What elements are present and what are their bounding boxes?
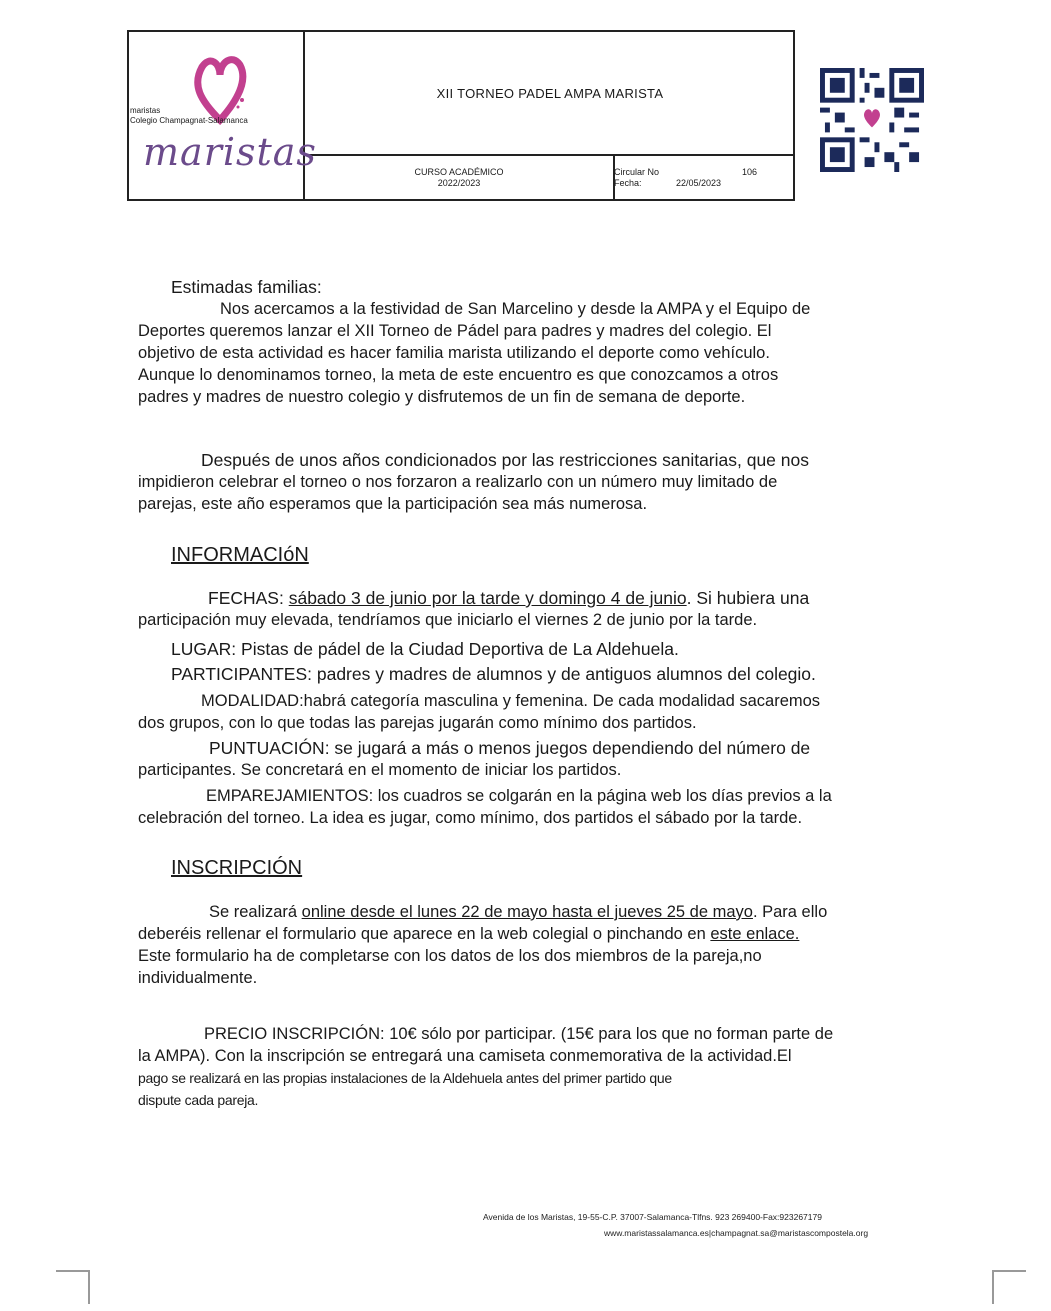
info-modalidad: MODALIDAD:habrá categoría masculina y femenina. De cada modalidad sacaremos dos grupos, con lo que todas las parejas jugarán como mínimo dos partidos.	[138, 692, 821, 732]
info-participantes: PARTICIPANTES: padres y madres de alumnos y de antiguos alumnos del colegio.	[171, 664, 816, 684]
footer-web: www.maristassalamanca.es|champagnat.sa@maristascompostela.org	[604, 1228, 869, 1238]
fechas-dates: sábado 3 de junio por la tarde y domingo 4 de junio	[288, 588, 687, 608]
info-lugar: LUGAR: Pistas de pádel de la Ciudad Deportiva de La Aldehuela.	[171, 639, 679, 659]
footer-address: Avenida de los Maristas, 19-55-C.P. 37007-Salamanca-Tlfns. 923 269400-Fax:923267179	[483, 1212, 822, 1222]
registration-dates: online desde el lunes 22 de mayo hasta el jueves 25 de mayo	[301, 903, 753, 921]
section-heading-informacion: INFORMACIóN	[171, 544, 309, 566]
qr-code-icon	[820, 68, 924, 172]
info-emparejamientos: EMPAREJAMIENTOS: los cuadros se colgarán en la página web los días previos a la celebración del torneo. La idea es jugar, como mínimo, dos partidos el sábado por la tarde.	[138, 787, 832, 827]
crop-corner-right	[992, 1270, 1026, 1304]
inscripcion-paragraph: Se realizará online desde el lunes 22 de mayo hasta el jueves 25 de mayo. Para ello deberéis rellenar el formulario que aparece en la web colegial o pinchando en este enlace. Este formulario ha de completarse con los datos de los dos miembros de la pareja,no individualmente.	[138, 903, 828, 987]
greeting: Estimadas familias:	[171, 277, 322, 297]
date-value: 22/05/2023	[676, 178, 722, 188]
intro-paragraph-2: Después de unos años condicionados por las restricciones sanitarias, que nos impidieron celebrar el torneo o nos forzaron a realizarlo con un número muy limitado de parejas, este año esperamos que la participación sea más numerosa.	[138, 450, 809, 513]
circular-number: 106	[742, 167, 758, 177]
precio-paragraph: PRECIO INSCRIPCIÓN: 10€ sólo por participar. (15€ para los que no forman parte de la AMPA). Con la inscripción se entregará una camiseta conmemorativa de la actividad.El pago se realizará en las propias instalaciones de la Aldehuela antes del primer partido que dispute cada pareja.	[138, 1025, 834, 1108]
crop-corner-left	[56, 1270, 90, 1304]
logo-caption: maristas Colegio Champagnat-Salamanca	[130, 106, 248, 125]
intro-paragraph-1: Nos acercamos a la festividad de San Marcelino y desde la AMPA y el Equipo de Deportes queremos lanzar el XII Torneo de Pádel para padres y madres del colegio. El objetivo de esta actividad es hacer familia marista utilizando el deporte como vehículo. Aunque lo denominamos torneo, la meta de este encuentro es que conozcamos a otros padres y madres de nuestro colegio y disfrutemos de un fin de semana de deporte.	[138, 300, 811, 406]
date-label: Fecha:	[614, 178, 642, 188]
divider	[303, 154, 795, 156]
course-info: CURSO ACADÉMICO 2022/2023	[414, 167, 504, 188]
registration-link[interactable]: este enlace.	[710, 925, 800, 943]
info-puntuacion: PUNTUACIÓN: se jugará a más o menos juegos dependiendo del número de participantes. Se concretará en el momento de iniciar los partidos.	[138, 738, 811, 779]
info-fechas: FECHAS: sábado 3 de junio por la tarde y domingo 4 de junio. Si hubiera una participación muy elevada, tendríamos que iniciarlo el viernes 2 de junio por la tarde.	[138, 588, 810, 629]
document-title: XII TORNEO PADEL AMPA MARISTA	[436, 86, 664, 101]
logo-wordmark: maristas	[143, 130, 317, 174]
circular-label: Circular No	[614, 167, 660, 177]
section-heading-inscripcion: INSCRIPCIÓN	[171, 857, 303, 879]
